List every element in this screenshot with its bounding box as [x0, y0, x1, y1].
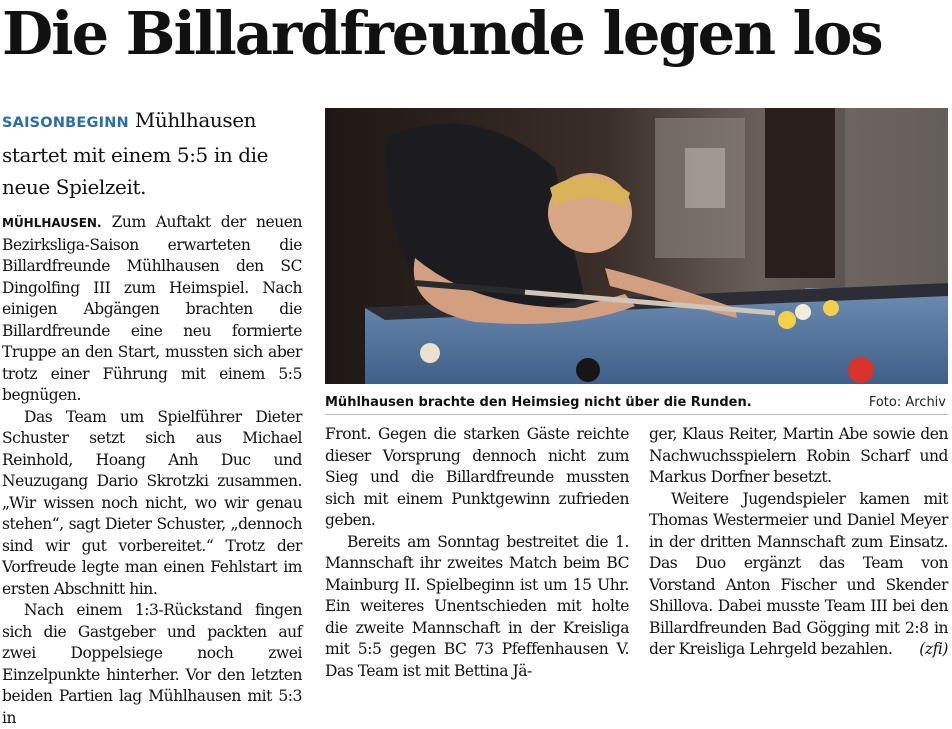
billiards-photo-illustration: [325, 108, 948, 384]
photo-credit: Foto: Archiv: [868, 395, 946, 410]
billiards-photo: [325, 108, 948, 384]
deck: [2, 104, 300, 203]
author-initials: (zfi): [919, 640, 948, 658]
article-paragraph-6: ger, Klaus Reiter, Martin Abe sowie den Nachwuchsspielern Robin Scharf und Markus Dorfner besetzt.: [649, 425, 948, 486]
article-column-3: [649, 424, 948, 661]
article-paragraph-4: Front. Gegen die starken Gäste reichte dieser Vorsprung dennoch nicht zum Sieg und die Billardfreunde mussten sich mit einem Punktgewinn zufrieden geben.: [325, 425, 629, 529]
article-paragraph-3: Nach einem 1:3-Rückstand fingen sich die Gastgeber und packten auf zwei Doppelsiege noch zwei Einzelpunkte hinterher. Vor den letzten beiden Partien lag Mühlhausen mit 5:3 in: [2, 601, 302, 727]
article-paragraph-7: [649, 489, 948, 661]
dateline: MÜHLHAUSEN.: [2, 216, 102, 230]
deck-kicker: SAISONBEGINN: [2, 115, 129, 131]
article-column-1: [2, 212, 302, 729]
photo-caption: [325, 392, 948, 414]
caption-rule: [325, 414, 948, 415]
deck-text: Mühlhausen startet mit einem 5:5 in die neue Spielzeit.: [2, 108, 269, 199]
article-paragraph-5: Bereits am Sonntag bestreitet die 1. Mannschaft ihr zweites Match beim BC Mainburg II. Spielbeginn ist um 15 Uhr. Ein weiteres Unentschieden mit holte die zweite Mannschaft in der Kreisliga mit 5:5 gegen BC 73 Pfeffenhausen V. Das Team ist mit Bettina Jä-: [325, 532, 629, 680]
paragraph-7-text: Weitere Jugendspieler kamen mit Thomas Westermeier und Daniel Meyer in der dritten Mannschaft zum Einsatz. Das Duo ergänzt das Team von Vorstand Anton Fischer und Skender Shillova. Dabei musste Team III bei den Billardfreunden Bad Gögging mit 2:8 in der Kreisliga Lehrgeld bezahlen.: [649, 489, 948, 658]
headline: Die Billardfreunde legen los: [2, 0, 882, 68]
article-column-2: [325, 424, 629, 682]
paragraph-1-text: Zum Auftakt der neuen Bezirksliga-Saison erwarteten die Billardfreunde Mühlhausen den SC Dingolfing III zum Heimspiel. Nach einigen Abgängen brachten die Billardfreunde eine neu formierte Truppe an den Start, mussten sich aber trotz einer Führung mit einem 5:5 begnügen.: [2, 213, 302, 404]
caption-text: Mühlhausen brachte den Heimsieg nicht über die Runden.: [325, 395, 752, 410]
article-paragraph-1: [2, 212, 302, 407]
article-paragraph-2: Das Team um Spielführer Dieter Schuster setzt sich aus Michael Reinhold, Hoang Anh Duc und Neuzugang Dario Skrotzki zusammen. „Wir wissen noch nicht, wo wir genau stehen“, sagt Dieter Schuster, „dennoch sind wir gut vorbereitet.“ Trotz der Vorfreude legte man einen Fehlstart im ersten Abschnitt hin.: [2, 407, 302, 598]
